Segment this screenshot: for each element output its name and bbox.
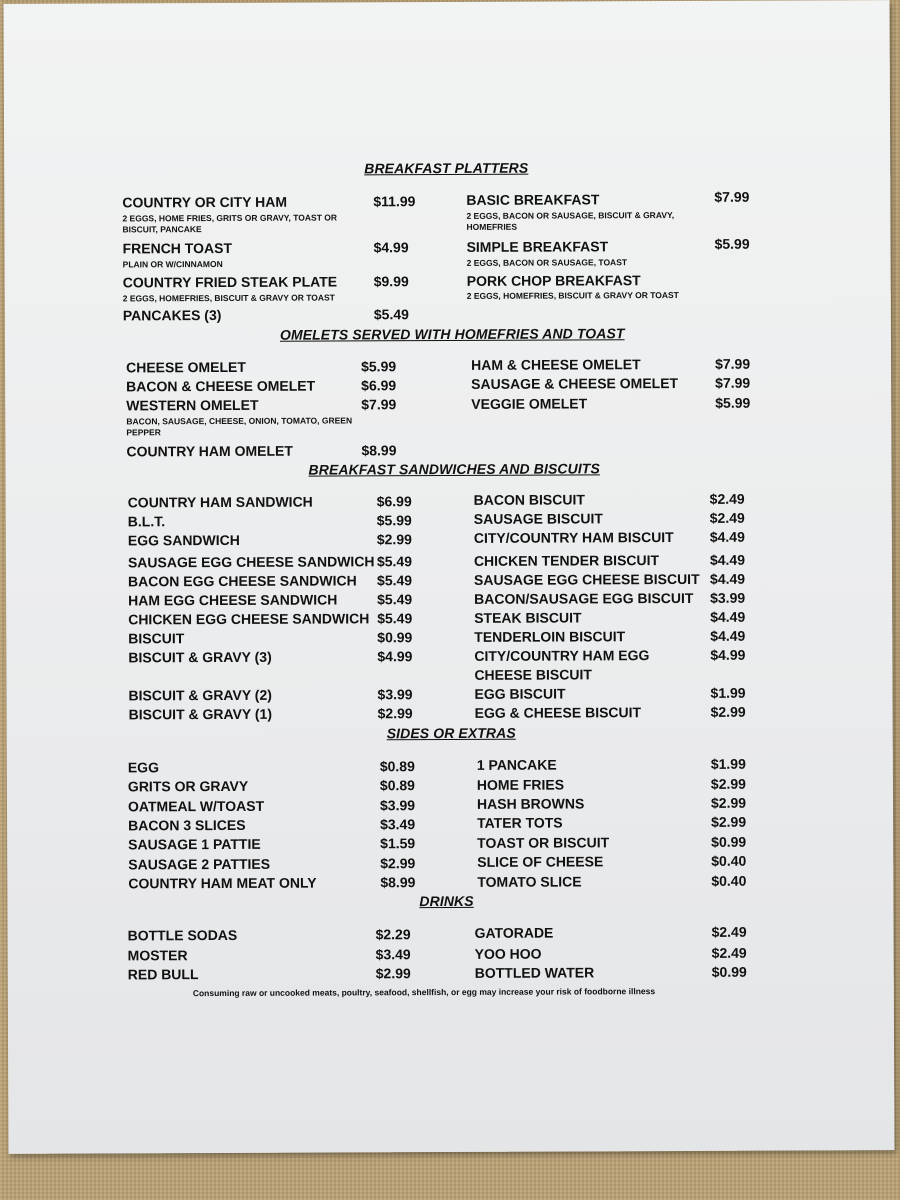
menu-item-name: FRENCH TOAST bbox=[122, 239, 233, 257]
menu-item-price: $0.40 bbox=[711, 872, 747, 889]
menu-item-price: $8.99 bbox=[380, 874, 416, 891]
section-header-drinks: DRINKS bbox=[419, 892, 474, 910]
menu-item-name: CHICKEN EGG CHEESE SANDWICH bbox=[128, 610, 370, 628]
menu-item-description: BACON, SAUSAGE, CHEESE, ONION, TOMATO, GREEN PEPPER bbox=[126, 415, 353, 438]
menu-item-price: $5.49 bbox=[373, 306, 409, 323]
menu-item-price: $3.49 bbox=[380, 816, 416, 833]
menu-item-price: $0.99 bbox=[377, 629, 413, 646]
menu-item-name: OATMEAL W/TOAST bbox=[127, 797, 265, 815]
menu-item-price: $2.99 bbox=[711, 813, 747, 830]
menu-item-price: $5.49 bbox=[376, 572, 413, 589]
menu-item-name: TATER TOTS bbox=[477, 814, 563, 831]
menu-item-price: $5.99 bbox=[361, 358, 397, 375]
menu-item-name: 1 PANCAKE bbox=[476, 756, 557, 773]
menu-item-price: $0.40 bbox=[711, 852, 747, 869]
menu-item-price: $0.89 bbox=[379, 758, 415, 775]
menu-item-price: $3.99 bbox=[710, 589, 746, 606]
menu-item-description: 2 EGGS, HOMEFRIES, BISCUIT & GRAVY OR TOAST bbox=[122, 292, 335, 304]
menu-item-price: $3.99 bbox=[379, 797, 416, 814]
menu-item-price: $2.99 bbox=[375, 965, 411, 982]
menu-item-name: CHEESE OMELET bbox=[126, 358, 246, 376]
menu-item-price: $5.49 bbox=[377, 610, 413, 627]
menu-item-name: BACON & CHEESE OMELET bbox=[126, 377, 316, 395]
menu-item-name: COUNTRY FRIED STEAK PLATE bbox=[122, 273, 338, 291]
menu-item-price: $0.89 bbox=[379, 777, 415, 794]
menu-item-price: $7.99 bbox=[715, 374, 751, 391]
menu-item-price: $2.99 bbox=[377, 705, 413, 722]
menu-item-name: EGG bbox=[127, 759, 159, 776]
menu-item-price: $7.99 bbox=[715, 355, 751, 372]
menu-item-name: BASIC BREAKFAST bbox=[466, 191, 600, 208]
menu-item-description: 2 EGGS, BACON OR SAUSAGE, TOAST bbox=[466, 257, 628, 268]
menu-item-price: $8.99 bbox=[361, 442, 397, 459]
menu-item-name: BACON EGG CHEESE SANDWICH bbox=[127, 572, 357, 590]
menu-item-name: SAUSAGE EGG CHEESE SANDWICH bbox=[127, 553, 375, 571]
menu-item-price: $5.99 bbox=[714, 235, 750, 252]
menu-item-price: $0.99 bbox=[711, 963, 747, 980]
menu-item-name-cont: CHEESE BISCUIT bbox=[474, 666, 592, 683]
menu-item-price: $9.99 bbox=[373, 273, 409, 290]
menu-item-price: $4.49 bbox=[709, 551, 746, 568]
menu-item-price: $2.49 bbox=[711, 944, 747, 961]
menu-item-name: SAUSAGE EGG CHEESE BISCUIT bbox=[473, 570, 700, 588]
menu-item-price: $4.49 bbox=[710, 627, 746, 644]
menu-item-description: PLAIN OR W/CINNAMON bbox=[122, 258, 223, 270]
menu-item-name: GATORADE bbox=[474, 924, 554, 941]
menu-item-name: HASH BROWNS bbox=[476, 795, 585, 812]
menu-item-price: $2.99 bbox=[380, 855, 416, 872]
menu-item-name: BACON/SAUSAGE EGG BISCUIT bbox=[474, 589, 694, 607]
section-header-omelets: OMELETS SERVED WITH HOMEFRIES AND TOAST bbox=[279, 325, 625, 343]
menu-item-price: $2.99 bbox=[710, 775, 746, 792]
menu-item-name: SAUSAGE 2 PATTIES bbox=[128, 855, 271, 873]
menu-item-description: 2 EGGS, HOMEFRIES, BISCUIT & GRAVY OR TOAST bbox=[466, 289, 679, 301]
menu-item-name: B.L.T. bbox=[127, 513, 166, 530]
menu-item-name: TENDERLOIN BISCUIT bbox=[474, 628, 626, 645]
menu-item-price: $2.49 bbox=[711, 923, 747, 940]
menu-item-price: $0.99 bbox=[711, 833, 747, 850]
menu-item-price: $6.99 bbox=[376, 493, 412, 510]
section-header-breakfast-platters: BREAKFAST PLATTERS bbox=[364, 159, 529, 177]
menu-item-name: HAM & CHEESE OMELET bbox=[471, 356, 641, 373]
menu-item-price: $7.99 bbox=[361, 396, 397, 413]
menu-item-price: $3.49 bbox=[375, 946, 411, 963]
menu-item-name: COUNTRY HAM SANDWICH bbox=[127, 493, 313, 511]
menu-item-name: BACON 3 SLICES bbox=[128, 816, 246, 834]
menu-item-name: VEGGIE OMELET bbox=[471, 395, 588, 412]
menu-item-name: BISCUIT & GRAVY (3) bbox=[128, 648, 272, 666]
menu-item-name: HOME FRIES bbox=[476, 776, 565, 793]
menu-item-price: $5.49 bbox=[377, 591, 413, 608]
menu-item-price: $5.99 bbox=[715, 394, 751, 411]
menu-item-price: $1.59 bbox=[380, 835, 416, 852]
menu-item-price: $2.49 bbox=[709, 509, 745, 526]
menu-item-name: COUNTRY OR CITY HAM bbox=[122, 193, 288, 211]
menu-item-description: 2 EGGS, BACON OR SAUSAGE, BISCUIT & GRAVY, HOMEFRIES bbox=[466, 210, 675, 232]
menu-item-price: $5.49 bbox=[376, 553, 413, 570]
menu-item-name: COUNTRY HAM MEAT ONLY bbox=[128, 874, 317, 892]
menu-item-price: $1.99 bbox=[710, 755, 746, 772]
menu-item-name: SAUSAGE BISCUIT bbox=[473, 510, 603, 527]
menu-item-name: BISCUIT & GRAVY (2) bbox=[128, 686, 272, 704]
menu-item-name: WESTERN OMELET bbox=[126, 396, 259, 414]
menu-item-name: BISCUIT & GRAVY (1) bbox=[128, 705, 273, 723]
menu-item-name: PORK CHOP BREAKFAST bbox=[466, 272, 641, 289]
menu-item-name: BISCUIT bbox=[128, 630, 185, 647]
menu-item-price: $4.49 bbox=[709, 528, 745, 545]
menu-item-price: $5.99 bbox=[376, 512, 412, 529]
foodborne-illness-notice: Consuming raw or uncooked meats, poultry, seafood, shellfish, or egg may increase your risk of foodborne illness bbox=[192, 986, 656, 999]
menu-item-price: $3.99 bbox=[377, 686, 413, 703]
menu-item-price: $4.49 bbox=[709, 570, 746, 587]
menu-item-name: GRITS OR GRAVY bbox=[127, 777, 249, 795]
menu-item-name: BACON BISCUIT bbox=[473, 491, 585, 508]
menu-item-price: $2.99 bbox=[376, 531, 412, 548]
menu-item-name: SIMPLE BREAKFAST bbox=[466, 238, 609, 255]
menu-item-price: $2.99 bbox=[710, 703, 746, 720]
menu-item-name: PANCAKES (3) bbox=[122, 306, 222, 324]
menu-item-price: $1.99 bbox=[710, 684, 746, 701]
menu-item-price: $11.99 bbox=[373, 193, 416, 210]
section-header-sides: SIDES OR EXTRAS bbox=[386, 724, 516, 742]
menu-item-name: RED BULL bbox=[127, 966, 199, 983]
menu-item-name: EGG & CHEESE BISCUIT bbox=[474, 704, 642, 721]
menu-item-price: $4.49 bbox=[710, 608, 746, 625]
menu-item-name: EGG SANDWICH bbox=[127, 531, 240, 549]
menu-item-name: CITY/COUNTRY HAM BISCUIT bbox=[473, 529, 674, 546]
menu-item-name: STEAK BISCUIT bbox=[474, 609, 582, 626]
menu-item-price: $2.99 bbox=[710, 794, 747, 811]
menu-page bbox=[3, 0, 894, 1154]
menu-item-price: $7.99 bbox=[714, 188, 750, 205]
menu-item-name: SAUSAGE 1 PATTIE bbox=[128, 835, 261, 853]
menu-item-price: $2.29 bbox=[375, 926, 411, 943]
menu-item-price: $2.49 bbox=[709, 490, 745, 507]
menu-item-description: 2 EGGS, HOME FRIES, GRITS OR GRAVY, TOAST OR BISCUIT, PANCAKE bbox=[122, 212, 338, 235]
menu-item-name: TOAST OR BISCUIT bbox=[477, 834, 610, 851]
section-header-sandwiches: BREAKFAST SANDWICHES AND BISCUITS bbox=[308, 460, 600, 478]
menu-item-price: $4.99 bbox=[373, 239, 409, 256]
menu-item-name: SLICE OF CHEESE bbox=[477, 853, 604, 870]
menu-item-name: BOTTLE SODAS bbox=[127, 926, 238, 944]
menu-item-name: CITY/COUNTRY HAM EGG bbox=[474, 647, 650, 664]
menu-item-name: HAM EGG CHEESE SANDWICH bbox=[128, 591, 338, 609]
menu-item-name: COUNTRY HAM OMELET bbox=[126, 442, 293, 460]
menu-item-name: TOMATO SLICE bbox=[477, 873, 582, 890]
menu-item-name: SAUSAGE & CHEESE OMELET bbox=[471, 374, 679, 392]
menu-item-name: MOSTER bbox=[127, 947, 188, 964]
menu-item-name: EGG BISCUIT bbox=[474, 685, 566, 702]
menu-item-name: YOO HOO bbox=[474, 945, 542, 962]
menu-item-price: $4.99 bbox=[710, 646, 746, 663]
menu-item-price: $6.99 bbox=[361, 377, 397, 394]
menu-item-price: $4.99 bbox=[377, 648, 413, 665]
menu-item-name: CHICKEN TENDER BISCUIT bbox=[473, 552, 660, 569]
menu-item-name: BOTTLED WATER bbox=[474, 964, 595, 981]
